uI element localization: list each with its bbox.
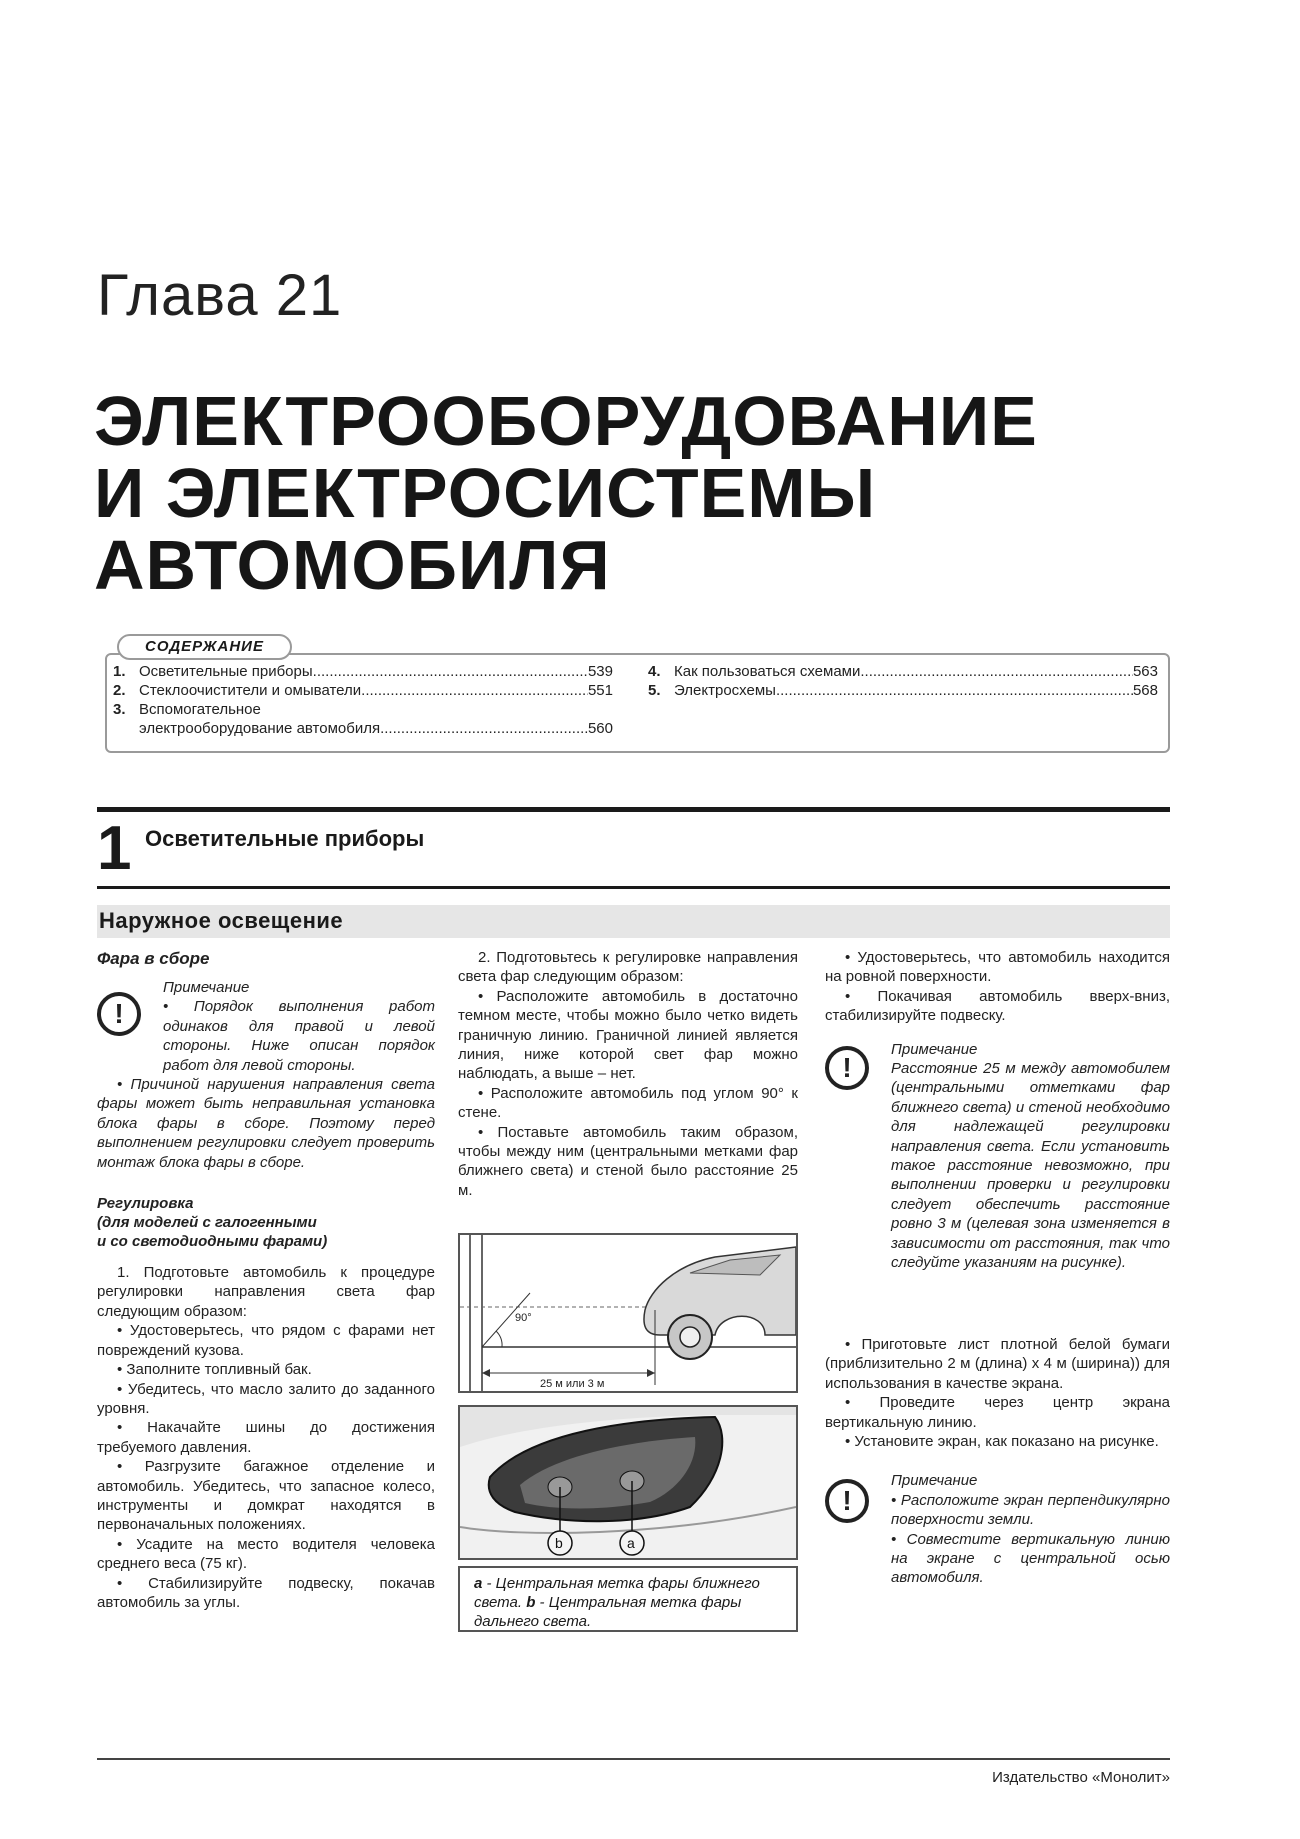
warning-exclamation-icon: !	[825, 1046, 869, 1090]
bullet-item: • Проведите через центр экрана вертикальную линию.	[825, 1394, 1170, 1431]
toc-item-page: 563	[1132, 663, 1158, 680]
toc-left-column	[113, 662, 613, 738]
figure-car-wall-distance	[458, 1233, 798, 1393]
toc-item-page: 539	[587, 663, 613, 680]
toc-item[interactable]	[648, 681, 1158, 700]
caption-key: b	[526, 1594, 536, 1611]
figure-caption	[458, 1566, 798, 1632]
toc-item-title: Осветительные приборы	[139, 663, 313, 680]
toc-item-page: 568	[1132, 682, 1158, 699]
section-bottom-rule	[97, 886, 1170, 889]
toc-item[interactable]	[113, 681, 613, 700]
bullet-item: • Удостоверьтесь, что автомобиль находится на ровной поверхности.	[825, 949, 1170, 986]
toc-item-number: 5.	[648, 682, 661, 699]
note-label: Примечание	[891, 1040, 978, 1058]
note-block	[825, 1471, 1170, 1529]
chapter-title	[94, 382, 1194, 604]
caption-text: - Центральная метка фары ближнего света.	[474, 1575, 760, 1611]
caption-text: - Центральная метка фары дальнего света.	[474, 1594, 742, 1630]
toc-item-title: Электросхемы	[674, 682, 776, 699]
toc-item-number: 3.	[113, 701, 126, 718]
note-block	[97, 978, 435, 1075]
warning-exclamation-icon: !	[825, 1479, 869, 1523]
car-wall-diagram	[460, 1235, 796, 1391]
bullet-item: • Расположите автомобиль под углом 90° к стене.	[458, 1084, 798, 1122]
chapter-title-line: И ЭЛЕКТРОСИСТЕМЫ	[94, 454, 877, 532]
marker-b-label: b	[555, 1535, 563, 1551]
note-text: • Совместите вертикальную линию на экране с центральной осью автомобиля.	[891, 1530, 1170, 1587]
note-text: • Порядок выполнения работ одинаков для правой и левой стороны. Ниже описан порядок работ для левой стороны.	[163, 998, 435, 1074]
column-2	[458, 948, 798, 1200]
toc-item-page: 560	[587, 720, 613, 737]
caption-key: a	[474, 1575, 483, 1592]
column-3-continued	[825, 1335, 1170, 1588]
toc-item-title: Как пользоваться схемами	[674, 663, 861, 680]
toc-item[interactable]	[648, 662, 1158, 681]
bullet-item: • Расположите автомобиль в достаточно темном месте, чтобы можно было четко видеть граничную линию. Граничной линией является линия, ниже которой свет фар можно наблюдать, а выше – нет.	[458, 987, 798, 1083]
marker-a-label: a	[627, 1535, 635, 1551]
bullet-item: • Убедитесь, что масло залито до заданного уровня.	[97, 1380, 435, 1417]
column-heading: Фара в сборе	[97, 949, 210, 968]
bullet-item: • Накачайте шины до достижения требуемого давления.	[97, 1419, 435, 1456]
distance-label: 25 м или 3 м	[540, 1378, 605, 1390]
toc-item-title-cont: электрооборудование автомобиля	[139, 720, 381, 737]
subheading: (для моделей с галогенными	[97, 1214, 317, 1232]
toc-heading: СОДЕРЖАНИЕ	[117, 634, 292, 660]
toc-item[interactable]	[113, 700, 613, 738]
bullet-item: • Разгрузите багажное отделение и автомобиль. Убедитесь, что запасное колесо, инструменты и домкрат находятся в первоначальных положениях.	[97, 1458, 435, 1534]
toc-item-number: 2.	[113, 682, 126, 699]
paragraph: 2. Подготовьтесь к регулировке направления света фар следующим образом:	[458, 949, 798, 986]
bullet-item: • Покачивая автомобиль вверх-вниз, стабилизируйте подвеску.	[825, 987, 1170, 1025]
bullet-item: • Удостоверьтесь, что рядом с фарами нет повреждений кузова.	[97, 1322, 435, 1359]
figure-headlamp-marks	[458, 1405, 798, 1560]
toc-item-number: 4.	[648, 663, 661, 680]
section-number: 1	[97, 814, 132, 883]
angle-label: 90°	[515, 1312, 532, 1324]
warning-exclamation-icon: !	[97, 992, 141, 1036]
note-text: • Причиной нарушения направления света фары может быть неправильная установка блока фары в сборе. Поэтому перед выполнением регулировки следует проверить монтаж блока фары в сборе.	[97, 1076, 435, 1171]
bullet-item: • Заполните топливный бак.	[117, 1361, 312, 1379]
toc-right-column	[648, 662, 1158, 700]
subheading: и со светодиодными фарами)	[97, 1233, 328, 1251]
column-1	[97, 948, 435, 1612]
paragraph: 1. Подготовьте автомобиль к процедуре регулировки направления света фар следующим образом:	[97, 1264, 435, 1320]
bullet-item: • Стабилизируйте подвеску, покачав автомобиль за углы.	[97, 1574, 435, 1611]
toc-item-title: Вспомогательное	[139, 701, 261, 718]
note-label: Примечание	[163, 979, 250, 996]
column-3	[825, 948, 1170, 1273]
chapter-title-line: АВТОМОБИЛЯ	[94, 526, 611, 604]
bullet-item: • Установите экран, как показано на рисунке.	[845, 1433, 1159, 1451]
bullet-item: • Поставьте автомобиль таким образом, чтобы между ним (центральными метками фар ближнего света) и стеной было расстояние 25 м.	[458, 1123, 798, 1199]
chapter-label: Глава 21	[97, 263, 343, 328]
section-top-rule	[97, 807, 1170, 812]
note-text: Расстояние 25 м между автомобилем (центральными отметками фар ближнего света) и стеной необходимо для надлежащей регулировки направления света. Если установить такое расстояние невозможно, при выполнении проверки и регулировки следует обеспечить расстояние ровно 3 м (целевая зона изменяется в зависимости от расстояния, так что следуйте указаниям на рисунке).	[891, 1060, 1170, 1272]
note-label: Примечание	[891, 1472, 978, 1490]
toc-item-number: 1.	[113, 663, 126, 680]
bullet-item: • Усадите на место водителя человека среднего веса (75 кг).	[97, 1535, 435, 1573]
headlamp-diagram	[460, 1407, 796, 1558]
toc-item-title: Стеклоочистители и омыватели	[139, 682, 362, 699]
subsection-title: Наружное освещение	[99, 908, 344, 933]
note-block	[825, 1040, 1170, 1273]
toc-item-page: 551	[587, 682, 613, 699]
section-title: Осветительные приборы	[145, 826, 425, 851]
chapter-title-line: ЭЛЕКТРООБОРУДОВАНИЕ	[94, 382, 1038, 460]
subheading: Регулировка	[97, 1195, 194, 1213]
toc-item[interactable]	[113, 662, 613, 681]
note-text: • Расположите экран перпендикулярно поверхности земли.	[891, 1491, 1170, 1529]
publisher-name: Издательство «Монолит»	[992, 1769, 1170, 1786]
bullet-item: • Приготовьте лист плотной белой бумаги (приблизительно 2 м (длина) х 4 м (ширина)) для использования в качестве экрана.	[825, 1336, 1170, 1392]
footer-rule	[97, 1758, 1170, 1760]
